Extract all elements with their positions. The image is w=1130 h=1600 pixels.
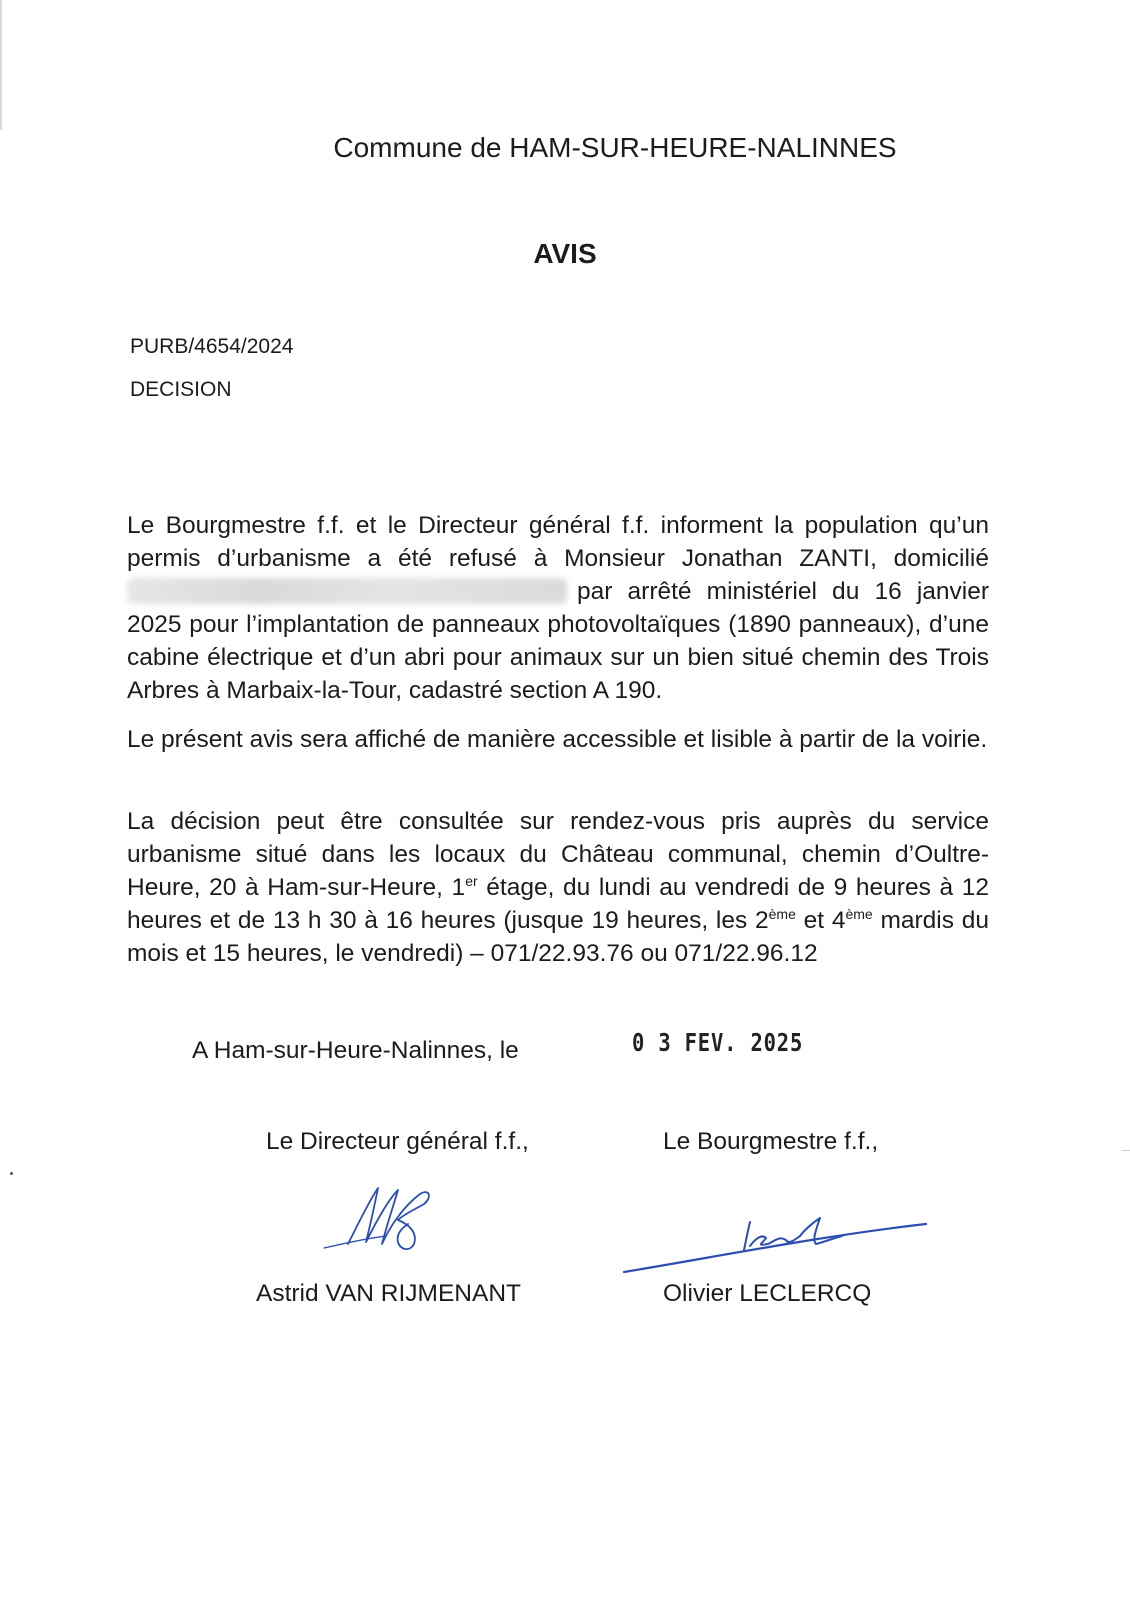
mayor-name: Olivier LECLERCQ	[663, 1280, 872, 1307]
notice-paragraph-1	[127, 509, 989, 707]
superscript-eme-2: ème	[845, 905, 873, 922]
redacted-address	[127, 578, 567, 604]
reference-type: DECISION	[130, 378, 232, 401]
notice-paragraph-3	[127, 805, 989, 970]
signing-place: A Ham-sur-Heure-Nalinnes, le	[192, 1037, 519, 1064]
paragraph-3-text-d: mardis du mois et 15 heures, le vendredi) – 071/22.93.76 ou 071/22.96.12	[127, 907, 989, 967]
paragraph-3-text-b: étage, du lundi au vendredi de 9 heures à 12 heures et de 13 h 30 à 16 heures (jusque 19 heures, les 2	[127, 874, 989, 934]
scan-speck	[10, 1172, 13, 1175]
paragraph-3-text-c: et 4	[795, 907, 846, 934]
director-name: Astrid VAN RIJMENANT	[256, 1280, 521, 1307]
reference-number: PURB/4654/2024	[130, 335, 294, 358]
superscript-er: er	[465, 872, 478, 889]
director-signature-icon	[320, 1180, 440, 1260]
notice-paragraph-2: Le présent avis sera affiché de manière accessible et lisible à partir de la voirie.	[127, 726, 988, 753]
superscript-eme-1: ème	[768, 905, 796, 922]
commune-heading: Commune de HAM-SUR-HEURE-NALINNES	[333, 132, 897, 163]
document-title: AVIS	[533, 238, 597, 269]
paragraph-1-text-a: Le Bourgmestre f.f. et le Directeur général f.f. informent la population qu’un permis d’urbanisme a été refusé à Monsieur Jonathan ZANTI, domicilié	[127, 512, 989, 572]
paragraph-1-text-b: par arrêté ministériel du 16 janvier 2025 pour l’implantation de panneaux photovoltaïques (1890 panneaux), d’une cabine électrique et d’un abri pour animaux sur un bien situé chemin des Trois Arbres à Marbaix-la-Tour, cadastré section A 190.	[127, 578, 989, 704]
scan-mark	[1122, 1150, 1130, 1151]
stamped-date: 0 3 FEV. 2025	[632, 1028, 804, 1057]
director-role: Le Directeur général f.f.,	[266, 1128, 529, 1155]
mayor-signature-icon	[620, 1200, 930, 1280]
mayor-role: Le Bourgmestre f.f.,	[663, 1128, 879, 1155]
scan-edge	[0, 0, 2, 130]
paragraph-3-text-a: La décision peut être consultée sur rendez-vous pris auprès du service urbanisme situé dans les locaux du Château communal, chemin d’Oultre-Heure, 20 à Ham-sur-Heure, 1	[127, 808, 989, 901]
